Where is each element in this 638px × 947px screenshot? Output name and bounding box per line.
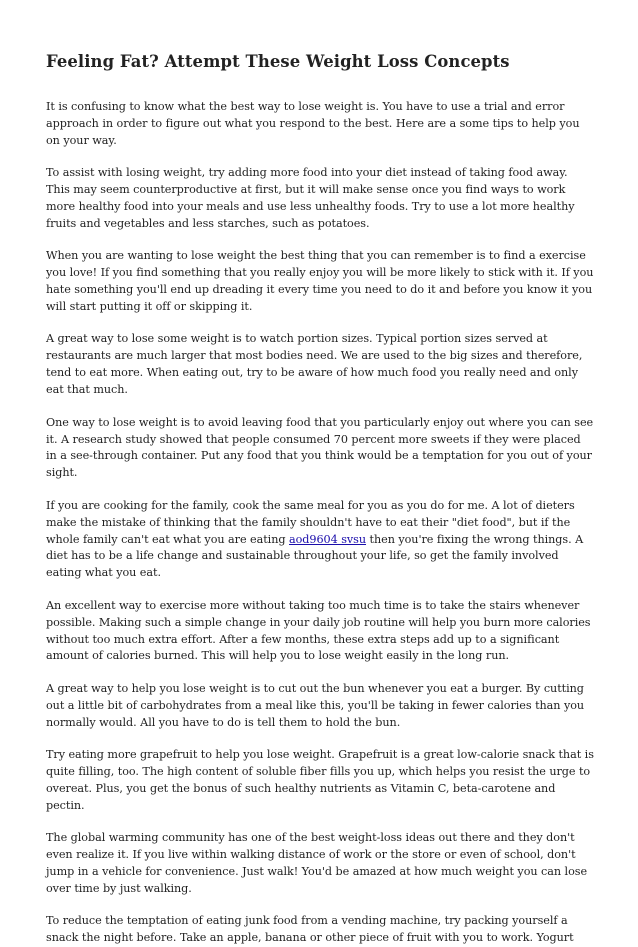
paragraph-family-cooking [46, 498, 594, 583]
paragraph-intro: It is confusing to know what the best way to lose weight is. You have to use a trial and error approach in order to figure out what you respond to the best. Here are a some tips to help you on your way. [46, 100, 580, 147]
paragraph-stairs: An excellent way to exercise more without taking too much time is to take the stairs whenever possible. Making such a simple change in your daily job routine will help you burn more calories without too much extra effort. After a few months, these extra steps add up to a significant amount of calories burned. This will help you to lose weight easily in the long run. [46, 598, 591, 663]
paragraph-add-food: To assist with losing weight, try adding more food into your diet instead of taking food away. This may seem counterproductive at first, but it will make sense once you find ways to work more healthy food into your meals and use less unhealthy foods. Try to use a lot more healthy fruits and vegetables and less starches, such as potatoes. [46, 166, 575, 230]
family-text-before: If you are cooking for the family, cook the same meal for you as you do for me. A lot of dieters make the mistake of thinking that the family shouldn't have to eat their "diet food", but if the whole family can't eat what you are eating [46, 498, 575, 546]
paragraph-grapefruit: Try eating more grapefruit to help you lose weight. Grapefruit is a great low-calorie snack that is quite filling, too. The high content of soluble fiber fills you up, which helps you resist the urge to overeat. Plus, you get the bonus of such healthy nutrients as Vitamin C, beta-carotene and pectin. [46, 748, 594, 812]
family-text-after: then you're fixing the wrong things. A diet has to be a life change and sustainable throughout your life, so get the family involved eating what you eat. [46, 532, 584, 580]
inline-link[interactable]: aod9604 svsu [289, 532, 367, 546]
paragraph-exercise-love: When you are wanting to lose weight the best thing that you can remember is to find a exercise you love! If you find something that you really enjoy you will be more likely to stick with it. If you hate something you'll end up dreading it every time you need to do it and before you know it you will start putting it off or skipping it. [46, 249, 594, 314]
document-title: Feeling Fat? Attempt These Weight Loss Concepts [46, 52, 510, 71]
paragraph-bun: A great way to help you lose weight is to cut out the bun whenever you eat a burger. By cutting out a little bit of carbohydrates from a meal like this, you'll be taking in fewer calories than you normally would. All you have to do is tell them to hold the bun. [46, 681, 585, 729]
paragraph-vending-machine: To reduce the temptation of eating junk food from a vending machine, try packing yourself a snack the night before. Take an apple, banana or other piece of fruit with you to work. Yogurt [46, 914, 574, 945]
paragraph-walking: The global warming community has one of the best weight-loss ideas out there and they don't even realize it. If you live within walking distance of work or the store or even of school, don't jump in a vehicle for convenience. Just walk! You'd be amazed at how much weight you can lose over time by just walking. [46, 831, 588, 895]
paragraph-hide-food: One way to lose weight is to avoid leaving food that you particularly enjoy out where you can see it. A research study showed that people consumed 70 percent more sweets if they were placed in a see-through container. Put any food that you think would be a temptation for you out of your sight. [46, 415, 594, 480]
paragraph-portion-sizes: A great way to lose some weight is to watch portion sizes. Typical portion sizes served at restaurants are much larger that most bodies need. We are used to the big sizes and therefore, tend to eat more. When eating out, try to be aware of how much food you really need and only eat that much. [46, 332, 583, 397]
